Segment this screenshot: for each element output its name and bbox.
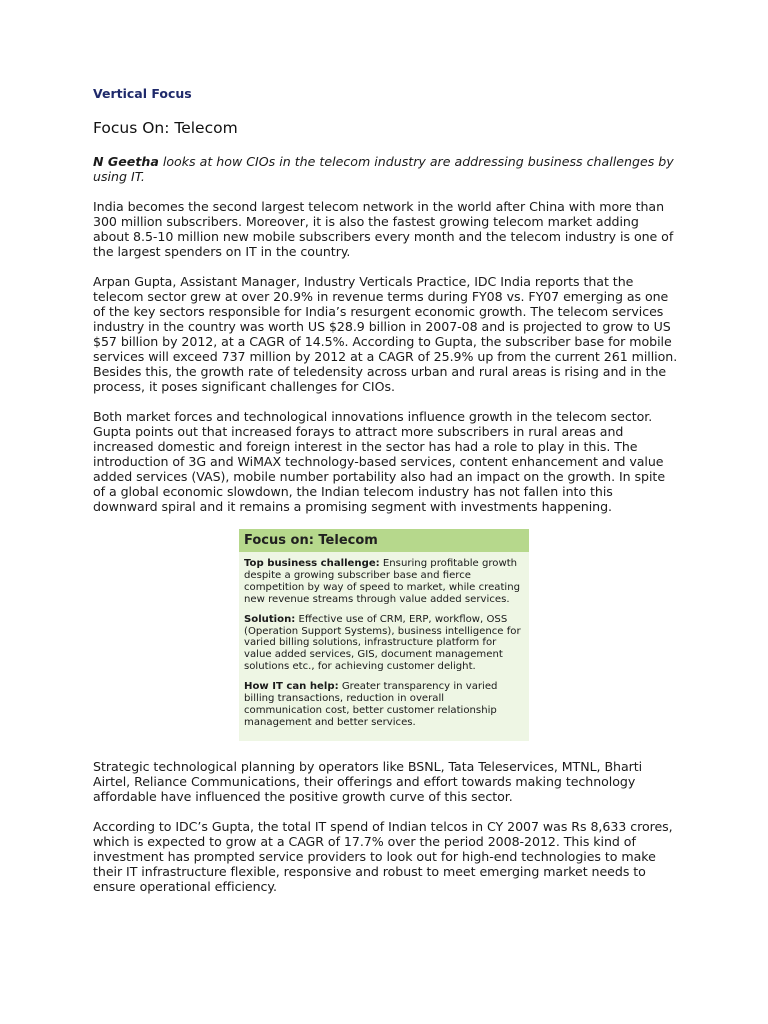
focus-box-challenge bbox=[244, 558, 524, 606]
article bbox=[93, 86, 678, 909]
focus-box-body bbox=[239, 552, 529, 741]
paragraph-intro: India becomes the second largest telecom network in the world after China with more than 300 million subscribers. Moreover, it is also the fastest growing telecom market adding about 8.5-10 million new mobile subscribers every month and the telecom industry is one of the largest spenders on IT in the country. bbox=[93, 199, 674, 259]
focus-box-solution-text: Effective use of CRM, ERP, workflow, OSS (Operation Support Systems), business intelligence for varied billing solutions, infrastructure platform for value added services, GIS, document management solutions etc., for achieving customer delight. bbox=[244, 613, 521, 673]
focus-box-how-it-helps bbox=[244, 681, 524, 729]
focus-box-solution-label: Solution: bbox=[244, 613, 296, 625]
paragraph-it-spend: According to IDC’s Gupta, the total IT spend of Indian telcos in CY 2007 was Rs 8,633 crores, which is expected to grow at a CAGR of 17.7% over the period 2008-2012. This kind of investment has prompted service providers to look out for high-end technologies to make their IT infrastructure flexible, responsive and robust to meet emerging market needs to ensure operational efficiency. bbox=[93, 818, 673, 894]
focus-box-challenge-text: Ensuring profitable growth despite a growing subscriber base and fierce competition by way of speed to market, while creating new revenue streams through value added services. bbox=[244, 558, 521, 605]
section-label: Vertical Focus bbox=[93, 86, 192, 101]
focus-box-how-text: Greater transparency in varied billing transactions, reduction in overall communication cost, better customer relationship management and better services. bbox=[244, 681, 498, 728]
byline-author: N Geetha bbox=[93, 154, 159, 169]
focus-box-challenge-label: Top business challenge: bbox=[244, 558, 380, 569]
paragraph-operators: Strategic technological planning by operators like BSNL, Tata Teleservices, MTNL, Bharti Airtel, Reliance Communications, their offerings and effort towards making technology affordable have influenced the positive growth curve of this sector. bbox=[93, 758, 643, 804]
focus-box bbox=[239, 529, 529, 741]
article-title: Focus On: Telecom bbox=[93, 119, 238, 137]
byline-text: looks at how CIOs in the telecom industry are addressing business challenges by using IT. bbox=[93, 154, 674, 184]
focus-box-title: Focus on: Telecom bbox=[239, 529, 529, 552]
focus-box-solution bbox=[244, 614, 524, 674]
byline bbox=[93, 154, 678, 184]
paragraph-market-forces: Both market forces and technological innovations influence growth in the telecom sector. Gupta points out that increased forays to attract more subscribers in rural areas and increased domestic and foreign interest in the sector has had a role to play in this. The introduction of 3G and WiMAX technology-based services, content enhancement and value added services (VAS), mobile number portability also had an impact on the growth. In spite of a global economic slowdown, the Indian telecom industry has not fallen into this downward spiral and it remains a promising segment with investments happening. bbox=[93, 409, 666, 514]
focus-box-how-label: How IT can help: bbox=[244, 681, 339, 693]
paragraph-idc-report: Arpan Gupta, Assistant Manager, Industry Verticals Practice, IDC India reports that the telecom sector grew at over 20.9% in revenue terms during FY08 vs. FY07 emerging as one of the key sectors responsible for India’s resurgent economic growth. The telecom services industry in the country was worth US $28.9 billion in 2007-08 and is projected to grow to US $57 billion by 2012, at a CAGR of 14.5%. According to Gupta, the subscriber base for mobile services will exceed 737 million by 2012 at a CAGR of 25.9% up from the current 261 million. Besides this, the growth rate of teledensity across urban and rural areas is rising and in the process, it poses significant challenges for CIOs. bbox=[93, 274, 678, 394]
